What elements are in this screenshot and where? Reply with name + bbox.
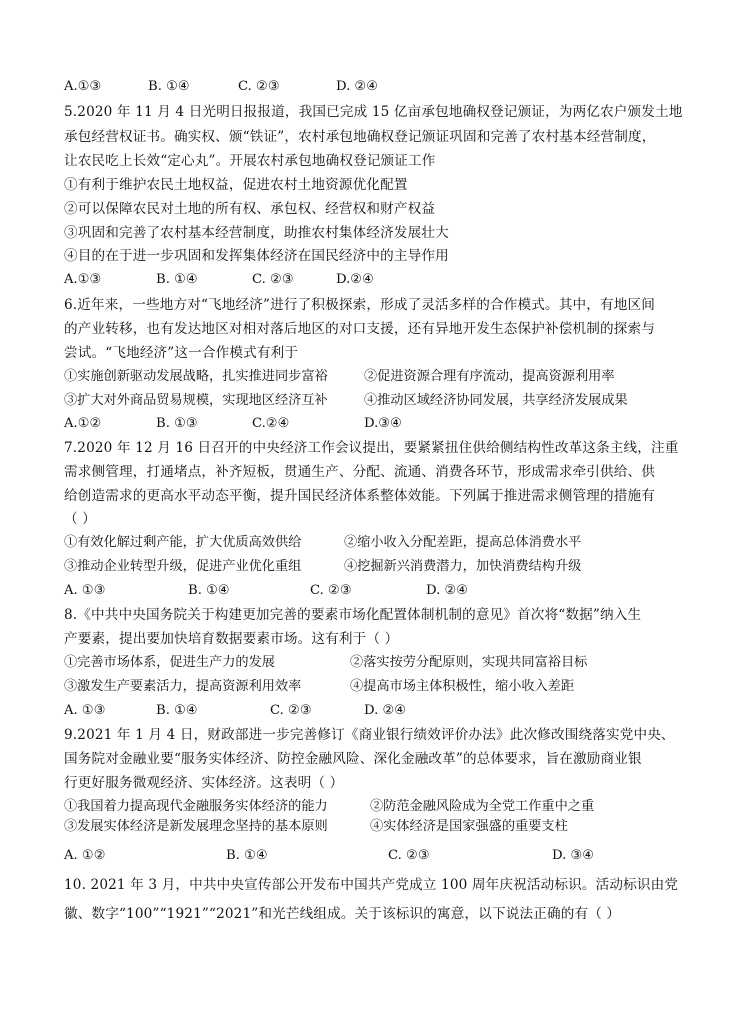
q6-statement-2: ②促进资源合理有序流动，提高资源利用率	[364, 369, 615, 384]
q7-stem-line-2: 需求侧管理，打通堵点，补齐短板，贯通生产、分配、流通、消费各环节，形成需求牵引供给、供	[64, 464, 655, 480]
q7-option-d: D. ②④	[426, 583, 469, 598]
q5-stem-line-2: 承包经营权证书。确实权、颁“铁证”，农村承包地确权登记颁证巩固和完善了农村基本经营制度，	[64, 129, 656, 145]
q7-statement-2: ②缩小收入分配差距，提高总体消费水平	[344, 535, 582, 550]
q9-statement-4: ④实体经济是国家强盛的重要支柱	[370, 819, 568, 834]
q10-stem-line-1: 10. 2021 年 3 月，中共中央宣传部公开发布中国共产党成立 100 周年庆祝活动标识。活动标识由党	[64, 877, 679, 893]
q5-statement-3: ③巩固和完善了农村基本经营制度，助推农村集体经济发展壮大	[64, 225, 449, 241]
q8-stem-line-2: 产要素，提出要加快培育数据要素市场。这有利于（ ）	[64, 631, 399, 647]
q6-option-c: C.②④	[252, 416, 290, 431]
q4-option-a: A.①③	[64, 79, 102, 94]
q4-option-c: C. ②③	[238, 79, 280, 94]
q8-option-b: B. ①④	[156, 703, 198, 718]
q7-option-a: A. ①③	[64, 583, 106, 598]
q9-statement-2: ②防范金融风险成为全党工作重中之重	[370, 799, 595, 814]
q9-statement-3: ③发展实体经济是新发展理念坚持的基本原则	[64, 819, 328, 834]
q6-statement-4: ④推动区域经济协同发展，共享经济发展成果	[364, 393, 628, 408]
q9-option-d: D. ③④	[552, 848, 595, 863]
q9-statement-1: ①我国着力提高现代金融服务实体经济的能力	[64, 799, 328, 814]
q6-stem-line-3: 尝试。“飞地经济”这一合作模式有利于	[64, 345, 299, 361]
q8-statement-4: ④提高市场主体积极性，缩小收入差距	[350, 679, 575, 694]
q9-option-a: A. ①②	[64, 848, 106, 863]
q6-stem-line-2: 的产业转移，也有发达地区对相对落后地区的对口支援，还有异地开发生态保护补偿机制的探索与	[64, 321, 655, 337]
q5-option-a: A.①③	[64, 272, 102, 287]
q5-stem-line-1: 5.2020 年 11 月 4 日光明日报报道，我国已完成 15 亿亩承包地确权登记颁证，为两亿农户颁发土地	[64, 104, 683, 120]
q6-statement-1: ①实施创新驱动发展战略，扎实推进同步富裕	[64, 369, 328, 384]
q5-option-d: D.②④	[336, 272, 374, 287]
q8-statement-2: ②落实按劳分配原则，实现共同富裕目标	[350, 655, 588, 670]
q7-stem-line-1: 7.2020 年 12 月 16 日召开的中央经济工作会议提出，要紧紧扭住供给侧结构性改革这条主线，注重	[64, 440, 679, 456]
q5-stem-line-3: 让农民吃上长效“定心丸”。开展农村承包地确权登记颁证工作	[64, 153, 436, 169]
q10-stem-line-2: 徽、数字“100”“1921”“2021”和光芒线组成。关于该标识的寓意，以下说法正确的有（ ）	[64, 906, 621, 922]
q7-statement-4: ④挖掘新兴消费潜力，加快消费结构升级	[344, 559, 582, 574]
q5-option-b: B. ①④	[156, 272, 198, 287]
q5-statement-4: ④目的在于进一步巩固和发挥集体经济在国民经济中的主导作用	[64, 248, 449, 264]
q5-statement-1: ①有利于维护农民土地权益，促进农村土地资源优化配置	[64, 177, 408, 193]
q7-stem-line-3: 给创造需求的更高水平动态平衡，提升国民经济体系整体效能。下列属于推进需求侧管理的措施有	[64, 488, 655, 504]
q6-option-d: D.③④	[364, 416, 402, 431]
q9-stem-line-2: 国务院对金融业要“服务实体经济、防控金融风险、深化金融改革”的总体要求，旨在激励商业银	[64, 751, 642, 767]
q8-option-c: C. ②③	[270, 703, 312, 718]
q4-option-d: D. ②④	[336, 79, 379, 94]
q8-option-d: D. ②④	[364, 703, 407, 718]
q8-option-a: A. ①③	[64, 703, 106, 718]
q7-option-c: C. ②③	[310, 583, 352, 598]
q9-option-c: C. ②③	[388, 848, 430, 863]
q7-stem-line-4: （ ）	[64, 511, 96, 527]
q7-option-b: B. ①④	[188, 583, 230, 598]
q5-option-c: C. ②③	[252, 272, 294, 287]
q5-statement-2: ②可以保障农民对土地的所有权、承包权、经营权和财产权益	[64, 201, 436, 217]
q9-stem-line-3: 行更好服务微观经济、实体经济。这表明（ ）	[64, 775, 344, 791]
q9-option-b: B. ①④	[226, 848, 268, 863]
q6-option-a: A.①②	[64, 416, 102, 431]
q8-statement-3: ③激发生产要素活力，提高资源利用效率	[64, 679, 302, 694]
q4-option-b: B. ①④	[148, 79, 190, 94]
q7-statement-3: ③推动企业转型升级，促进产业优化重组	[64, 559, 302, 574]
q9-stem-line-1: 9.2021 年 1 月 4 日，财政部进一步完善修订《商业银行绩效评价办法》此次修改围绕落实党中央、	[64, 727, 675, 743]
q8-stem-line-1: 8.《中共中央国务院关于构建更加完善的要素市场化配置体制机制的意见》首次将“数据”纳入生	[64, 607, 642, 623]
q6-option-b: B. ①③	[156, 416, 198, 431]
q6-stem-line-1: 6.近年来，一些地方对“飞地经济”进行了积极探索，形成了灵活多样的合作模式。其中，有地区间	[64, 297, 655, 313]
q6-statement-3: ③扩大对外商品贸易规模，实现地区经济互补	[64, 393, 328, 408]
q8-statement-1: ①完善市场体系，促进生产力的发展	[64, 655, 275, 670]
q7-statement-1: ①有效化解过剩产能，扩大优质高效供给	[64, 535, 302, 550]
